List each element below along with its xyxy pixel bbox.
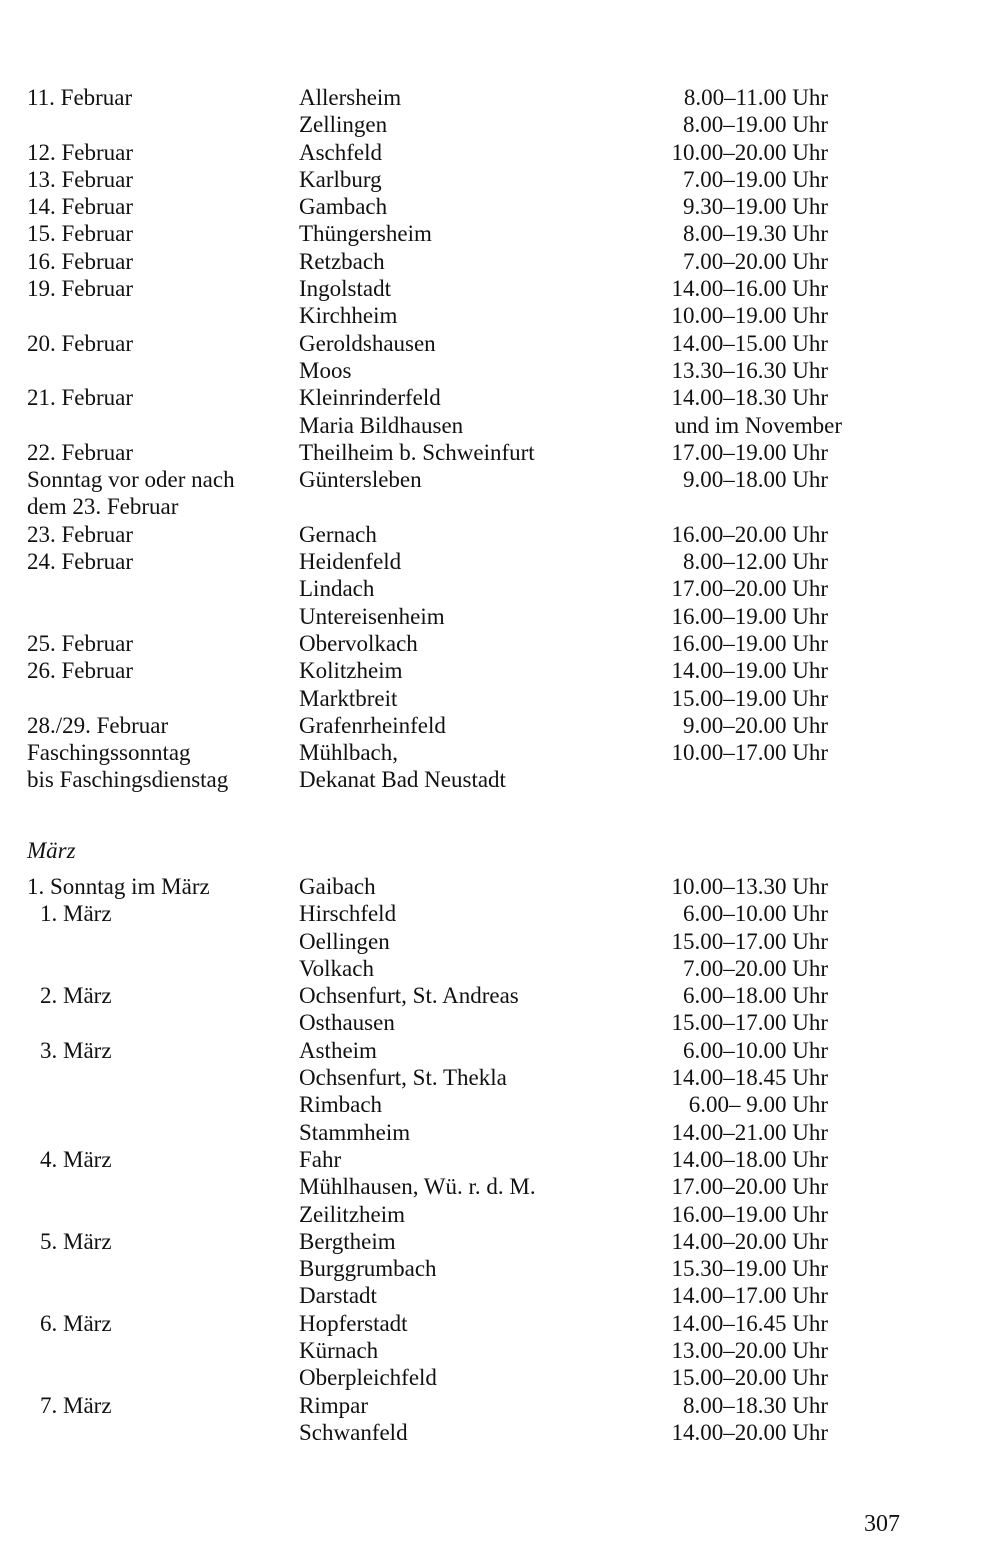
schedule-date: 20. Februar [27, 330, 134, 356]
schedule-date: 24. Februar [27, 549, 134, 575]
schedule-place: Thüngersheim [299, 221, 432, 247]
schedule-place: Bergtheim [299, 1228, 396, 1254]
schedule-date: 1. März [40, 901, 112, 927]
schedule-date: 26. Februar [27, 658, 134, 684]
schedule-place: Heidenfeld [299, 549, 402, 575]
schedule-time: 14.00–18.45 Uhr [671, 1065, 828, 1091]
schedule-row [0, 900, 1000, 927]
schedule-place: Rimpar [299, 1392, 368, 1418]
schedule-time: 14.00–19.00 Uhr [671, 658, 828, 684]
schedule-place: Oellingen [299, 928, 390, 954]
schedule-place: Gernach [299, 521, 377, 547]
schedule-row [0, 1201, 1000, 1228]
section-heading-maerz: März [27, 838, 76, 863]
schedule-time: 16.00–19.00 Uhr [671, 630, 828, 656]
schedule-place: Astheim [299, 1037, 377, 1063]
schedule-row [0, 412, 1000, 439]
schedule-date: 15. Februar [27, 221, 134, 247]
schedule-place: Güntersleben [299, 467, 422, 493]
schedule-place: Oberpleichfeld [299, 1365, 437, 1391]
schedule-date: bis Faschingsdienstag [27, 767, 229, 793]
schedule-time: 8.00–12.00 Uhr [682, 549, 828, 575]
schedule-place: Dekanat Bad Neustadt [299, 767, 506, 793]
schedule-time: 16.00–19.00 Uhr [671, 1201, 828, 1227]
schedule-time: 13.30–16.30 Uhr [671, 357, 828, 383]
schedule-date: 14. Februar [27, 194, 134, 220]
schedule-row [0, 928, 1000, 955]
schedule-time: 15.30–19.00 Uhr [671, 1256, 828, 1282]
schedule-row [0, 1392, 1000, 1419]
schedule-place: Moos [299, 357, 352, 383]
schedule-time: 14.00–17.00 Uhr [671, 1283, 828, 1309]
schedule-row [0, 248, 1000, 275]
schedule-date: 22. Februar [27, 439, 134, 465]
schedule-row [0, 1037, 1000, 1064]
schedule-date: 3. März [40, 1037, 112, 1063]
schedule-time: 6.00–10.00 Uhr [682, 1037, 828, 1063]
schedule-place: Zeilitzheim [299, 1201, 406, 1227]
maerz-schedule [0, 873, 1000, 1446]
schedule-place: Burggrumbach [299, 1256, 437, 1282]
schedule-place: Volkach [299, 955, 374, 981]
schedule-place: Stammheim [299, 1119, 411, 1145]
schedule-row [0, 357, 1000, 384]
schedule-row [0, 955, 1000, 982]
schedule-place: Untereisenheim [299, 603, 445, 629]
schedule-place: Kolitzheim [299, 658, 403, 684]
schedule-place: Ochsenfurt, St. Thekla [299, 1065, 507, 1091]
schedule-date: dem 23. Februar [27, 494, 179, 520]
schedule-row [0, 739, 1000, 766]
schedule-place: Kirchheim [299, 303, 398, 329]
schedule-place: Aschfeld [299, 139, 383, 165]
schedule-row [0, 1419, 1000, 1446]
schedule-date: 5. März [40, 1228, 112, 1254]
schedule-row [0, 84, 1000, 111]
schedule-row [0, 630, 1000, 657]
schedule-row [0, 603, 1000, 630]
schedule-time: 6.00– 9.00 Uhr [688, 1092, 828, 1118]
schedule-row [0, 1119, 1000, 1146]
schedule-time: 8.00–11.00 Uhr [683, 85, 828, 110]
schedule-row [0, 1064, 1000, 1091]
schedule-time: 9.30–19.00 Uhr [682, 194, 828, 220]
schedule-place: Gaibach [299, 874, 376, 899]
schedule-time: 16.00–20.00 Uhr [671, 521, 828, 547]
schedule-date: 12. Februar [27, 139, 134, 165]
schedule-row [0, 439, 1000, 466]
schedule-row [0, 330, 1000, 357]
schedule-time: 10.00–17.00 Uhr [671, 740, 828, 766]
schedule-place: Kürnach [299, 1338, 379, 1364]
schedule-time: 14.00–18.30 Uhr [671, 385, 828, 411]
schedule-date: 7. März [40, 1392, 112, 1418]
schedule-date: 28./29. Februar [27, 712, 169, 738]
schedule-date: 2. März [40, 983, 112, 1009]
schedule-place: Ochsenfurt, St. Andreas [299, 983, 519, 1009]
schedule-row [0, 982, 1000, 1009]
schedule-row [0, 275, 1000, 302]
schedule-time: 14.00–15.00 Uhr [671, 330, 828, 356]
schedule-time: 15.00–19.00 Uhr [671, 685, 828, 711]
schedule-row [0, 521, 1000, 548]
schedule-time: 8.00–18.30 Uhr [682, 1392, 828, 1418]
schedule-row [0, 193, 1000, 220]
schedule-place: Gambach [299, 194, 388, 220]
schedule-time: 15.00–17.00 Uhr [671, 1010, 828, 1036]
schedule-row [0, 1009, 1000, 1036]
schedule-place: Kleinrinderfeld [299, 385, 441, 411]
schedule-row [0, 302, 1000, 329]
schedule-date: 11. Februar [27, 85, 133, 110]
schedule-date: 23. Februar [27, 521, 134, 547]
schedule-row [0, 166, 1000, 193]
schedule-row [0, 685, 1000, 712]
schedule-date: Sonntag vor oder nach [27, 467, 235, 493]
schedule-row [0, 575, 1000, 602]
schedule-date: 21. Februar [27, 385, 134, 411]
schedule-row [0, 1337, 1000, 1364]
schedule-time: 15.00–20.00 Uhr [671, 1365, 828, 1391]
schedule-time: 17.00–20.00 Uhr [671, 576, 828, 602]
schedule-time: 6.00–18.00 Uhr [682, 983, 828, 1009]
schedule-place: Ingolstadt [299, 276, 391, 302]
schedule-time: 8.00–19.00 Uhr [682, 112, 828, 138]
schedule-row [0, 1091, 1000, 1118]
schedule-row [0, 139, 1000, 166]
schedule-time: 8.00–19.30 Uhr [682, 221, 828, 247]
schedule-place: Marktbreit [299, 685, 398, 711]
schedule-time: und im November [674, 412, 842, 438]
schedule-row [0, 657, 1000, 684]
schedule-place: Obervolkach [299, 630, 418, 656]
schedule-date: 4. März [40, 1146, 112, 1172]
schedule-time: 7.00–19.00 Uhr [682, 166, 828, 192]
schedule-place: Allersheim [299, 85, 402, 110]
schedule-place: Hirschfeld [299, 901, 397, 927]
schedule-row [0, 548, 1000, 575]
schedule-place: Darstadt [299, 1283, 377, 1309]
schedule-place: Retzbach [299, 248, 385, 274]
schedule-row [0, 384, 1000, 411]
schedule-place: Geroldshausen [299, 330, 436, 356]
schedule-place: Schwanfeld [299, 1419, 408, 1445]
schedule-time: 17.00–20.00 Uhr [671, 1174, 828, 1200]
schedule-row [0, 873, 1000, 900]
schedule-place: Rimbach [299, 1092, 383, 1118]
schedule-date: 19. Februar [27, 276, 134, 302]
schedule-time: 13.00–20.00 Uhr [671, 1338, 828, 1364]
schedule-date: 16. Februar [27, 248, 134, 274]
schedule-date: 13. Februar [27, 166, 134, 192]
schedule-time: 16.00–19.00 Uhr [671, 603, 828, 629]
schedule-place: Lindach [299, 576, 375, 602]
schedule-row [0, 466, 1000, 493]
schedule-row [0, 111, 1000, 138]
schedule-date: 6. März [40, 1310, 112, 1336]
schedule-row [0, 493, 1000, 520]
schedule-place: Grafenrheinfeld [299, 712, 446, 738]
schedule-place: Mühlbach, [299, 740, 399, 766]
schedule-place: Theilheim b. Schweinfurt [299, 439, 535, 465]
schedule-time: 17.00–19.00 Uhr [671, 439, 828, 465]
schedule-time: 6.00–10.00 Uhr [682, 901, 828, 927]
schedule-place: Hopferstadt [299, 1310, 408, 1336]
schedule-time: 14.00–16.00 Uhr [671, 276, 828, 302]
schedule-time: 9.00–18.00 Uhr [682, 467, 828, 493]
schedule-time: 9.00–20.00 Uhr [682, 712, 828, 738]
schedule-row [0, 712, 1000, 739]
schedule-date: 25. Februar [27, 630, 134, 656]
schedule-time: 10.00–13.30 Uhr [671, 874, 828, 899]
schedule-place: Mühlhausen, Wü. r. d. M. [299, 1174, 536, 1200]
schedule-row [0, 1146, 1000, 1173]
schedule-row [0, 766, 1000, 793]
schedule-time: 10.00–19.00 Uhr [671, 303, 828, 329]
schedule-time: 10.00–20.00 Uhr [671, 139, 828, 165]
schedule-date: Faschingssonntag [27, 740, 191, 766]
schedule-row [0, 1255, 1000, 1282]
schedule-time: 14.00–20.00 Uhr [671, 1228, 828, 1254]
schedule-time: 14.00–21.00 Uhr [671, 1119, 828, 1145]
schedule-time: 14.00–16.45 Uhr [671, 1310, 828, 1336]
schedule-row [0, 1228, 1000, 1255]
schedule-row [0, 1364, 1000, 1391]
schedule-place: Fahr [299, 1146, 342, 1172]
februar-schedule [0, 84, 1000, 794]
schedule-time: 7.00–20.00 Uhr [682, 955, 828, 981]
schedule-time: 15.00–17.00 Uhr [671, 928, 828, 954]
schedule-time: 7.00–20.00 Uhr [682, 248, 828, 274]
schedule-place: Zellingen [299, 112, 388, 138]
page-number: 307 [864, 1511, 900, 1537]
schedule-row [0, 220, 1000, 247]
schedule-time: 14.00–18.00 Uhr [671, 1146, 828, 1172]
schedule-row [0, 1310, 1000, 1337]
schedule-time: 14.00–20.00 Uhr [671, 1419, 828, 1445]
schedule-row [0, 1282, 1000, 1309]
schedule-date: 1. Sonntag im März [27, 874, 210, 899]
schedule-place: Osthausen [299, 1010, 395, 1036]
schedule-place: Maria Bildhausen [299, 412, 464, 438]
schedule-place: Karlburg [299, 166, 382, 192]
schedule-row [0, 1173, 1000, 1200]
